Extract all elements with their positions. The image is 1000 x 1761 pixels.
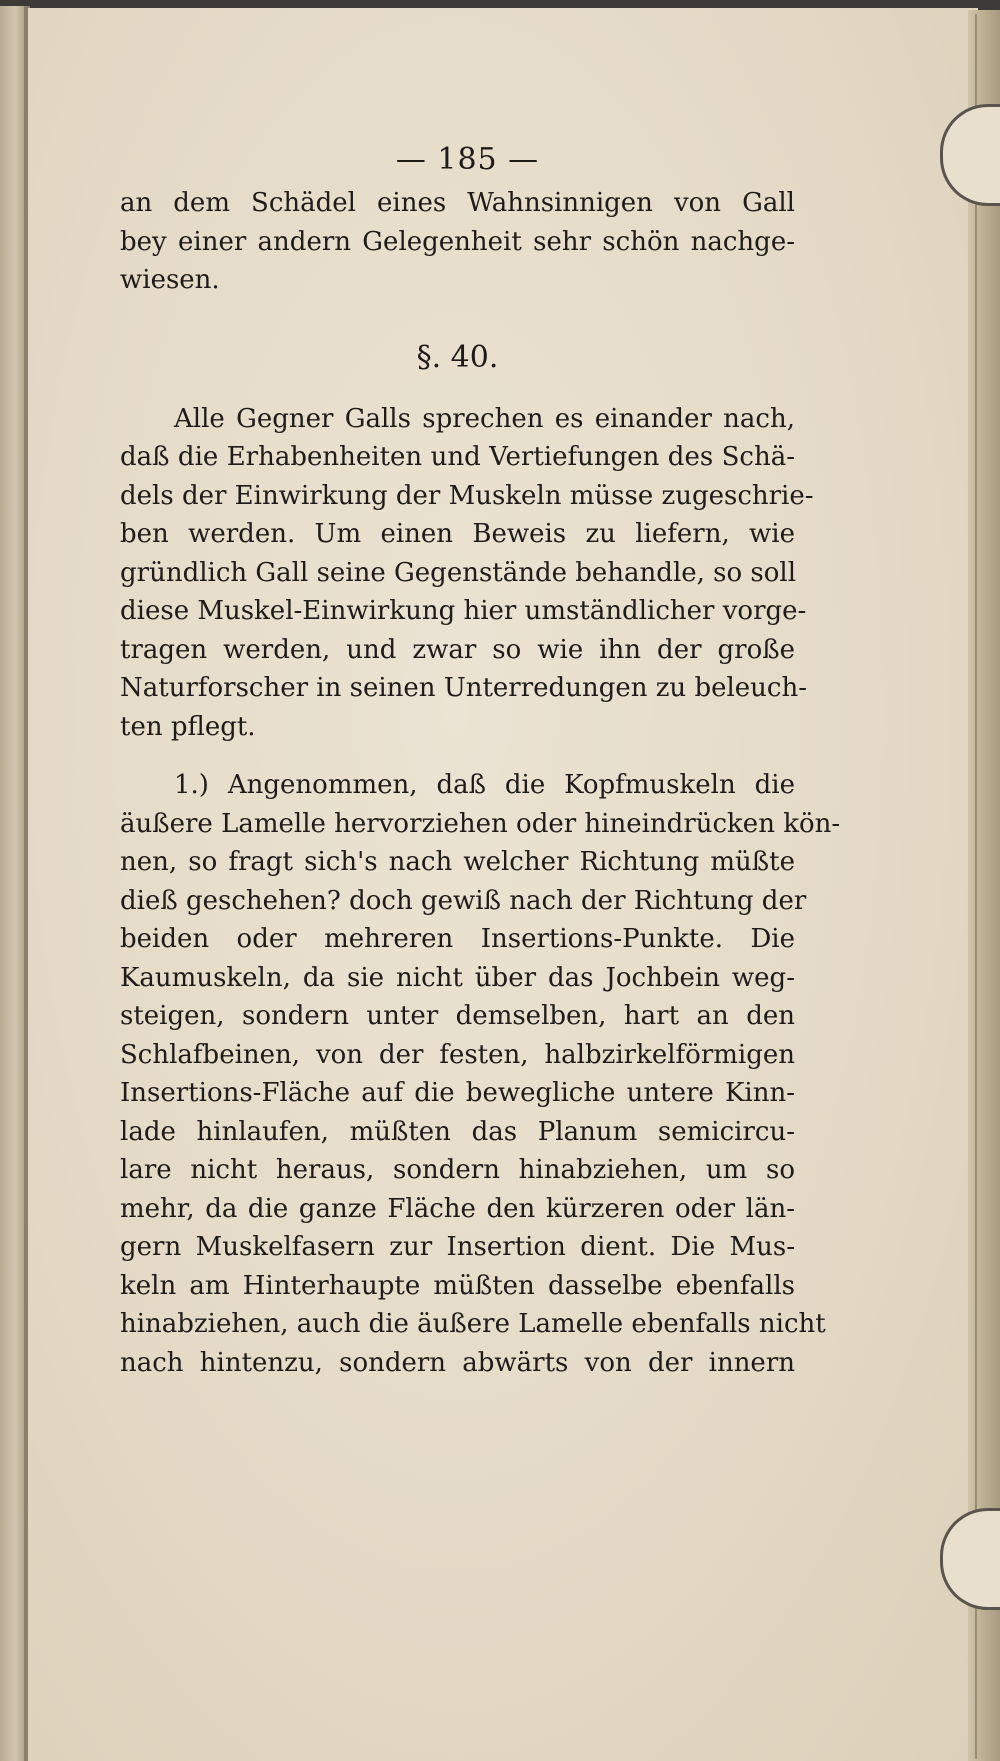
intro-paragraph xyxy=(120,184,795,300)
text-line: 1.) Angenommen, daß die Kopfmuskeln die xyxy=(174,770,795,800)
fore-edge xyxy=(968,10,1000,1761)
section-heading: §. 40. xyxy=(416,339,499,375)
page-text-block xyxy=(120,140,841,1382)
fore-edge-line xyxy=(975,14,977,1759)
text-line: beiden oder mehreren Insertions-Punkte. Die xyxy=(120,924,795,954)
text-line: ben werden. Um einen Beweis zu liefern, wie xyxy=(120,519,795,549)
text-line: gern Muskelfasern zur Insertion dient. Die Mus- xyxy=(120,1232,795,1262)
text-line: diese Muskel-Einwirkung hier umständlicher vorge- xyxy=(120,596,807,626)
text-line: steigen, sondern unter demselben, hart an den xyxy=(120,1001,795,1031)
text-line: Naturforscher in seinen Unterredungen zu beleuch- xyxy=(120,673,808,703)
text-line: nen, so fragt sich's nach welcher Richtung müßte xyxy=(120,847,795,877)
text-line: Schlafbeinen, von der festen, halbzirkelförmigen xyxy=(120,1039,795,1070)
text-line: lade hinlaufen, müßten das Planum semicircu- xyxy=(120,1116,795,1147)
text-line: tragen werden, und zwar so wie ihn der große xyxy=(120,634,795,665)
text-line: mehr, da die ganze Fläche den kürzeren oder län- xyxy=(120,1193,795,1224)
text-line: Kaumuskeln, da sie nicht über das Jochbein weg- xyxy=(120,962,795,993)
text-line: Insertions-Fläche auf die bewegliche untere Kinn- xyxy=(120,1078,795,1108)
text-line: wiesen. xyxy=(120,265,220,295)
text-line: keln am Hinterhaupte müßten dasselbe ebenfalls xyxy=(120,1270,795,1301)
paragraph-1 xyxy=(120,400,814,747)
text-line: daß die Erhabenheiten und Vertiefungen des Schä- xyxy=(120,442,795,472)
text-line: Alle Gegner Galls sprechen es einander nach, xyxy=(174,403,795,434)
page-number: — 185 — xyxy=(395,142,540,177)
text-line: bey einer andern Gelegenheit sehr schön nachge- xyxy=(120,226,795,257)
text-line: dieß geschehen? doch gewiß nach der Richtung der xyxy=(120,885,807,916)
text-line: an dem Schädel eines Wahnsinnigen von Gall xyxy=(120,188,795,218)
text-line: äußere Lamelle hervorziehen oder hineindrücken kön- xyxy=(120,808,841,839)
text-line: dels der Einwirkung der Muskeln müsse zugeschrie- xyxy=(120,480,814,511)
text-line: lare nicht heraus, sondern hinabziehen, um so xyxy=(120,1155,795,1185)
text-line: nach hintenzu, sondern abwärts von der innern xyxy=(120,1347,795,1378)
paragraph-2 xyxy=(120,766,841,1382)
text-line: ten pflegt. xyxy=(120,711,256,742)
text-line: hinabziehen, auch die äußere Lamelle ebenfalls nicht xyxy=(120,1309,826,1339)
text-line: gründlich Gall seine Gegenstände behandle, so soll xyxy=(120,557,797,588)
paragraph-gap xyxy=(120,746,795,766)
